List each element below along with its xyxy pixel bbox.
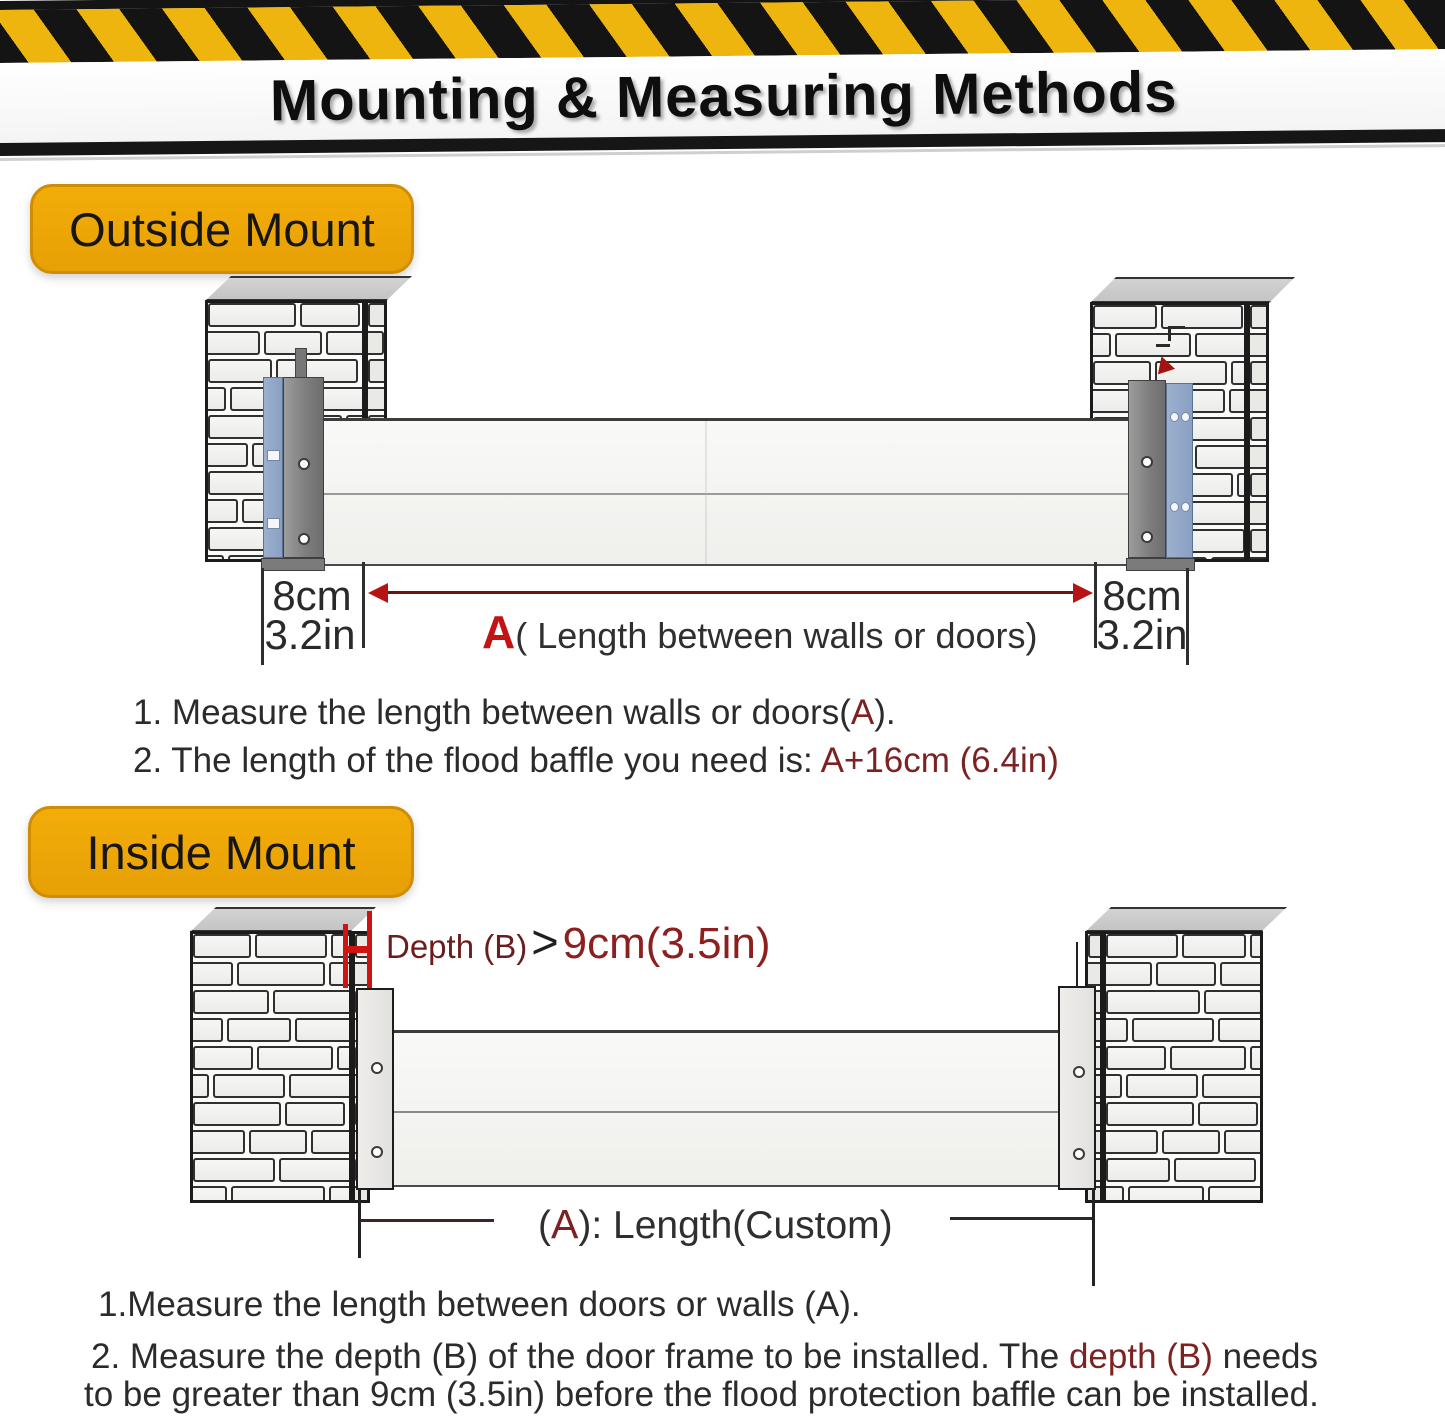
brick xyxy=(1106,1158,1170,1182)
bracket-guide-line xyxy=(1076,942,1078,988)
span-a-text: ( Length between walls or doors) xyxy=(515,615,1038,656)
brick xyxy=(311,1130,352,1154)
brick xyxy=(227,1018,291,1042)
brick xyxy=(279,1158,352,1182)
brick xyxy=(1132,1018,1214,1042)
brick xyxy=(1103,1018,1128,1042)
brick xyxy=(255,934,327,958)
inside-step-2 xyxy=(91,1337,1318,1377)
brick-row xyxy=(1250,417,1266,441)
brick xyxy=(285,1102,345,1126)
left-pillar-top-face xyxy=(205,276,412,301)
brick-row xyxy=(365,331,384,355)
brick xyxy=(1208,1186,1263,1203)
barrier-panel-seam xyxy=(705,421,707,564)
brick xyxy=(257,1046,333,1070)
step-accent: A+16cm (6.4in) xyxy=(820,741,1059,780)
brick xyxy=(1250,934,1263,958)
right-blue-channel xyxy=(1166,383,1193,558)
brick xyxy=(1106,990,1200,1014)
brick xyxy=(1247,333,1269,357)
brick-row xyxy=(1250,473,1266,497)
left-gap-in: 3.2in xyxy=(264,611,356,658)
depth-value: 9cm(3.5in) xyxy=(562,919,771,968)
inside-mount-badge-label: Inside Mount xyxy=(86,825,356,879)
barrier-panel-divider xyxy=(324,493,1130,495)
brick xyxy=(1250,529,1269,553)
brick xyxy=(1195,333,1247,357)
brick xyxy=(1103,962,1152,986)
brick-row xyxy=(190,1018,349,1042)
brick-row xyxy=(193,1102,349,1126)
corner-mark-icon xyxy=(1168,326,1185,341)
title-band xyxy=(0,49,1445,143)
brick xyxy=(1090,389,1133,413)
left-pillar-top-face xyxy=(190,907,376,932)
brick xyxy=(1247,501,1269,525)
brick-row xyxy=(193,990,349,1014)
measure-tick xyxy=(1092,1188,1095,1286)
brick xyxy=(1224,1130,1263,1154)
brick-row xyxy=(1106,934,1260,958)
brick xyxy=(193,1158,275,1182)
brick xyxy=(1088,934,1103,958)
brick xyxy=(1085,962,1103,986)
inside-step-1: 1.Measure the length between doors or walls (A). xyxy=(98,1285,861,1324)
label-text: ( xyxy=(538,1204,551,1247)
brick xyxy=(326,331,365,355)
screw-hole xyxy=(371,1062,383,1074)
brick xyxy=(1103,1130,1158,1154)
brick xyxy=(289,1074,352,1098)
brick-row xyxy=(1103,1186,1260,1203)
brick xyxy=(1156,962,1216,986)
screw-hole xyxy=(298,533,310,545)
brick xyxy=(205,499,238,523)
screw-hole xyxy=(371,1146,383,1158)
brick xyxy=(190,962,233,986)
brick-row xyxy=(193,1158,349,1182)
right-pillar-top-face xyxy=(1090,277,1295,303)
brick xyxy=(1106,1046,1166,1070)
brick xyxy=(1103,1186,1124,1203)
screw-hole xyxy=(1073,1066,1085,1078)
left-mounting-bracket xyxy=(356,988,394,1190)
channel-mark xyxy=(1181,502,1190,512)
length-custom-label xyxy=(538,1201,893,1248)
brick xyxy=(208,303,296,327)
brick-row xyxy=(1247,501,1266,525)
depth-marker-icon xyxy=(343,946,372,953)
step-text: 2. Measure the depth (B) of the door frame to be installed. The xyxy=(91,1337,1069,1376)
right-pillar-top-face xyxy=(1085,907,1287,932)
brick-row xyxy=(190,1186,349,1203)
inside-step-3: to be greater than 9cm (3.5in) before the flood protection baffle can be installed. xyxy=(84,1375,1319,1414)
screw-hole xyxy=(1141,456,1153,468)
brick xyxy=(1174,1158,1256,1182)
left-brick-pillar xyxy=(190,931,352,1203)
brick xyxy=(368,303,387,327)
corner-dash xyxy=(1156,344,1170,347)
brick xyxy=(190,1074,209,1098)
left-channel-groove xyxy=(295,348,307,380)
brick-row xyxy=(190,1130,349,1154)
brick-row xyxy=(1247,333,1266,357)
screw-hole xyxy=(298,458,310,470)
screw-hole xyxy=(1073,1148,1085,1160)
brick xyxy=(1247,445,1269,469)
brick xyxy=(273,990,352,1014)
brick xyxy=(1218,1018,1263,1042)
screw-hole xyxy=(1141,531,1153,543)
brick xyxy=(205,555,224,562)
brick-row xyxy=(1103,962,1260,986)
left-blue-channel xyxy=(263,377,283,558)
brick xyxy=(1250,417,1269,441)
brick-row xyxy=(1250,529,1266,553)
left-gap-cm: 8cm xyxy=(272,572,352,619)
step-text: 1. Measure the length between walls or doors( xyxy=(133,693,851,732)
brick-row xyxy=(1106,1158,1260,1182)
measure-line xyxy=(360,1219,494,1222)
brick xyxy=(1093,305,1157,329)
measure-line xyxy=(950,1217,1092,1220)
brick xyxy=(337,1046,352,1070)
page-title: Mounting & Measuring Methods xyxy=(269,59,1178,133)
brick-row xyxy=(193,1046,349,1070)
brick xyxy=(205,443,248,467)
brick xyxy=(249,1130,307,1154)
brick xyxy=(1250,1046,1263,1070)
brick-row xyxy=(368,303,384,327)
right-mounting-bracket xyxy=(1058,986,1096,1190)
brick-row xyxy=(1106,1102,1260,1126)
brick xyxy=(208,527,268,551)
brick xyxy=(1229,389,1247,413)
brick xyxy=(365,331,384,355)
greater-than-sign: > xyxy=(531,915,559,968)
brick xyxy=(295,1018,352,1042)
brick xyxy=(365,387,387,411)
brick xyxy=(1211,557,1247,562)
brick xyxy=(329,962,352,986)
brick xyxy=(190,1186,227,1203)
step-text: ). xyxy=(874,693,896,732)
right-mounting-bracket xyxy=(1128,380,1166,558)
brick xyxy=(193,1046,253,1070)
brick-row xyxy=(190,962,349,986)
brick xyxy=(1247,389,1269,413)
right-gap-cm: 8cm xyxy=(1102,572,1182,619)
span-arrow xyxy=(374,591,1086,594)
brick xyxy=(237,962,325,986)
arrowhead-left-icon xyxy=(368,583,388,603)
brick-row xyxy=(1106,1046,1260,1070)
brick xyxy=(1198,1102,1258,1126)
channel-mark xyxy=(1170,502,1179,512)
brick xyxy=(1220,962,1263,986)
brick xyxy=(231,1186,325,1203)
brick xyxy=(193,990,269,1014)
brick xyxy=(1195,445,1247,469)
left-bracket-base xyxy=(261,558,325,571)
channel-mark xyxy=(267,518,280,529)
brick xyxy=(1231,361,1247,385)
inside-mount-badge xyxy=(28,806,414,898)
brick xyxy=(1250,305,1269,329)
brick-row xyxy=(193,934,349,958)
brick-row xyxy=(208,303,362,327)
brick xyxy=(213,1074,285,1098)
brick xyxy=(190,1130,245,1154)
brick-row xyxy=(1085,962,1100,986)
brick-row xyxy=(205,331,362,355)
brick xyxy=(1202,1074,1263,1098)
brick xyxy=(1250,473,1269,497)
brick-row xyxy=(1250,361,1266,385)
step-text: 2. The length of the flood baffle you need is: xyxy=(133,741,821,780)
brick xyxy=(300,303,360,327)
step-text: needs xyxy=(1212,1337,1319,1376)
brick xyxy=(1106,934,1178,958)
brick xyxy=(193,934,251,958)
channel-mark xyxy=(1170,412,1179,422)
brick xyxy=(264,331,322,355)
channel-mark xyxy=(1181,412,1190,422)
hazard-banner xyxy=(0,0,1445,163)
brick xyxy=(1090,333,1111,357)
brick-row xyxy=(1247,557,1266,562)
left-mounting-bracket xyxy=(283,377,324,558)
brick-row xyxy=(1088,934,1100,958)
brick xyxy=(1126,1074,1198,1098)
depth-name: Depth (B) xyxy=(386,928,528,965)
brick xyxy=(1250,361,1269,385)
right-bracket-base xyxy=(1126,558,1195,571)
step-accent: A xyxy=(850,693,875,732)
brick-row xyxy=(368,359,384,383)
brick-row xyxy=(1103,1018,1260,1042)
brick-row xyxy=(1103,1130,1260,1154)
brick-row xyxy=(1247,389,1266,413)
brick xyxy=(1204,990,1262,1014)
right-pillar-side-face xyxy=(1247,302,1269,562)
barrier-panel-divider xyxy=(394,1111,1058,1113)
brick xyxy=(1182,934,1246,958)
brick xyxy=(1162,1130,1220,1154)
outside-step-1 xyxy=(133,693,896,733)
brick-row xyxy=(1103,1074,1260,1098)
outside-mount-badge xyxy=(30,184,414,274)
brick xyxy=(193,1102,281,1126)
brick xyxy=(368,359,387,383)
brick xyxy=(1260,1158,1263,1182)
brick xyxy=(329,1186,352,1203)
brick-row xyxy=(190,1074,349,1098)
outside-mount-badge-label: Outside Mount xyxy=(69,202,375,256)
brick xyxy=(1106,1102,1194,1126)
brick xyxy=(205,387,226,411)
brick xyxy=(1237,473,1247,497)
span-a-letter: A xyxy=(482,606,516,658)
right-gap-in: 3.2in xyxy=(1096,611,1188,658)
flood-barrier-panels xyxy=(394,1030,1058,1187)
outside-step-2 xyxy=(133,741,1059,781)
brick xyxy=(1262,1102,1263,1126)
brick-row xyxy=(1250,305,1266,329)
measure-tick xyxy=(358,1188,361,1258)
channel-mark xyxy=(267,450,280,461)
span-a-label xyxy=(482,605,1038,659)
brick-row xyxy=(352,962,367,986)
brick xyxy=(205,331,260,355)
brick xyxy=(1128,1186,1204,1203)
label-text: ): Length(Custom) xyxy=(578,1204,893,1247)
brick xyxy=(1170,1046,1246,1070)
arrowhead-right-icon xyxy=(1073,583,1093,603)
brick xyxy=(1247,557,1269,562)
brick xyxy=(208,415,266,439)
brick-row xyxy=(365,387,384,411)
label-a-letter: A xyxy=(551,1201,579,1247)
depth-label xyxy=(386,914,771,969)
brick-row xyxy=(1247,445,1266,469)
brick xyxy=(1189,501,1247,525)
flood-barrier-panels xyxy=(324,418,1130,566)
brick xyxy=(1103,1074,1122,1098)
brick xyxy=(190,1018,223,1042)
brick-row xyxy=(1106,990,1260,1014)
brick xyxy=(1185,529,1245,553)
step-accent: depth (B) xyxy=(1068,1337,1213,1376)
right-brick-pillar xyxy=(1103,931,1263,1203)
depth-marker-icon xyxy=(343,924,348,988)
